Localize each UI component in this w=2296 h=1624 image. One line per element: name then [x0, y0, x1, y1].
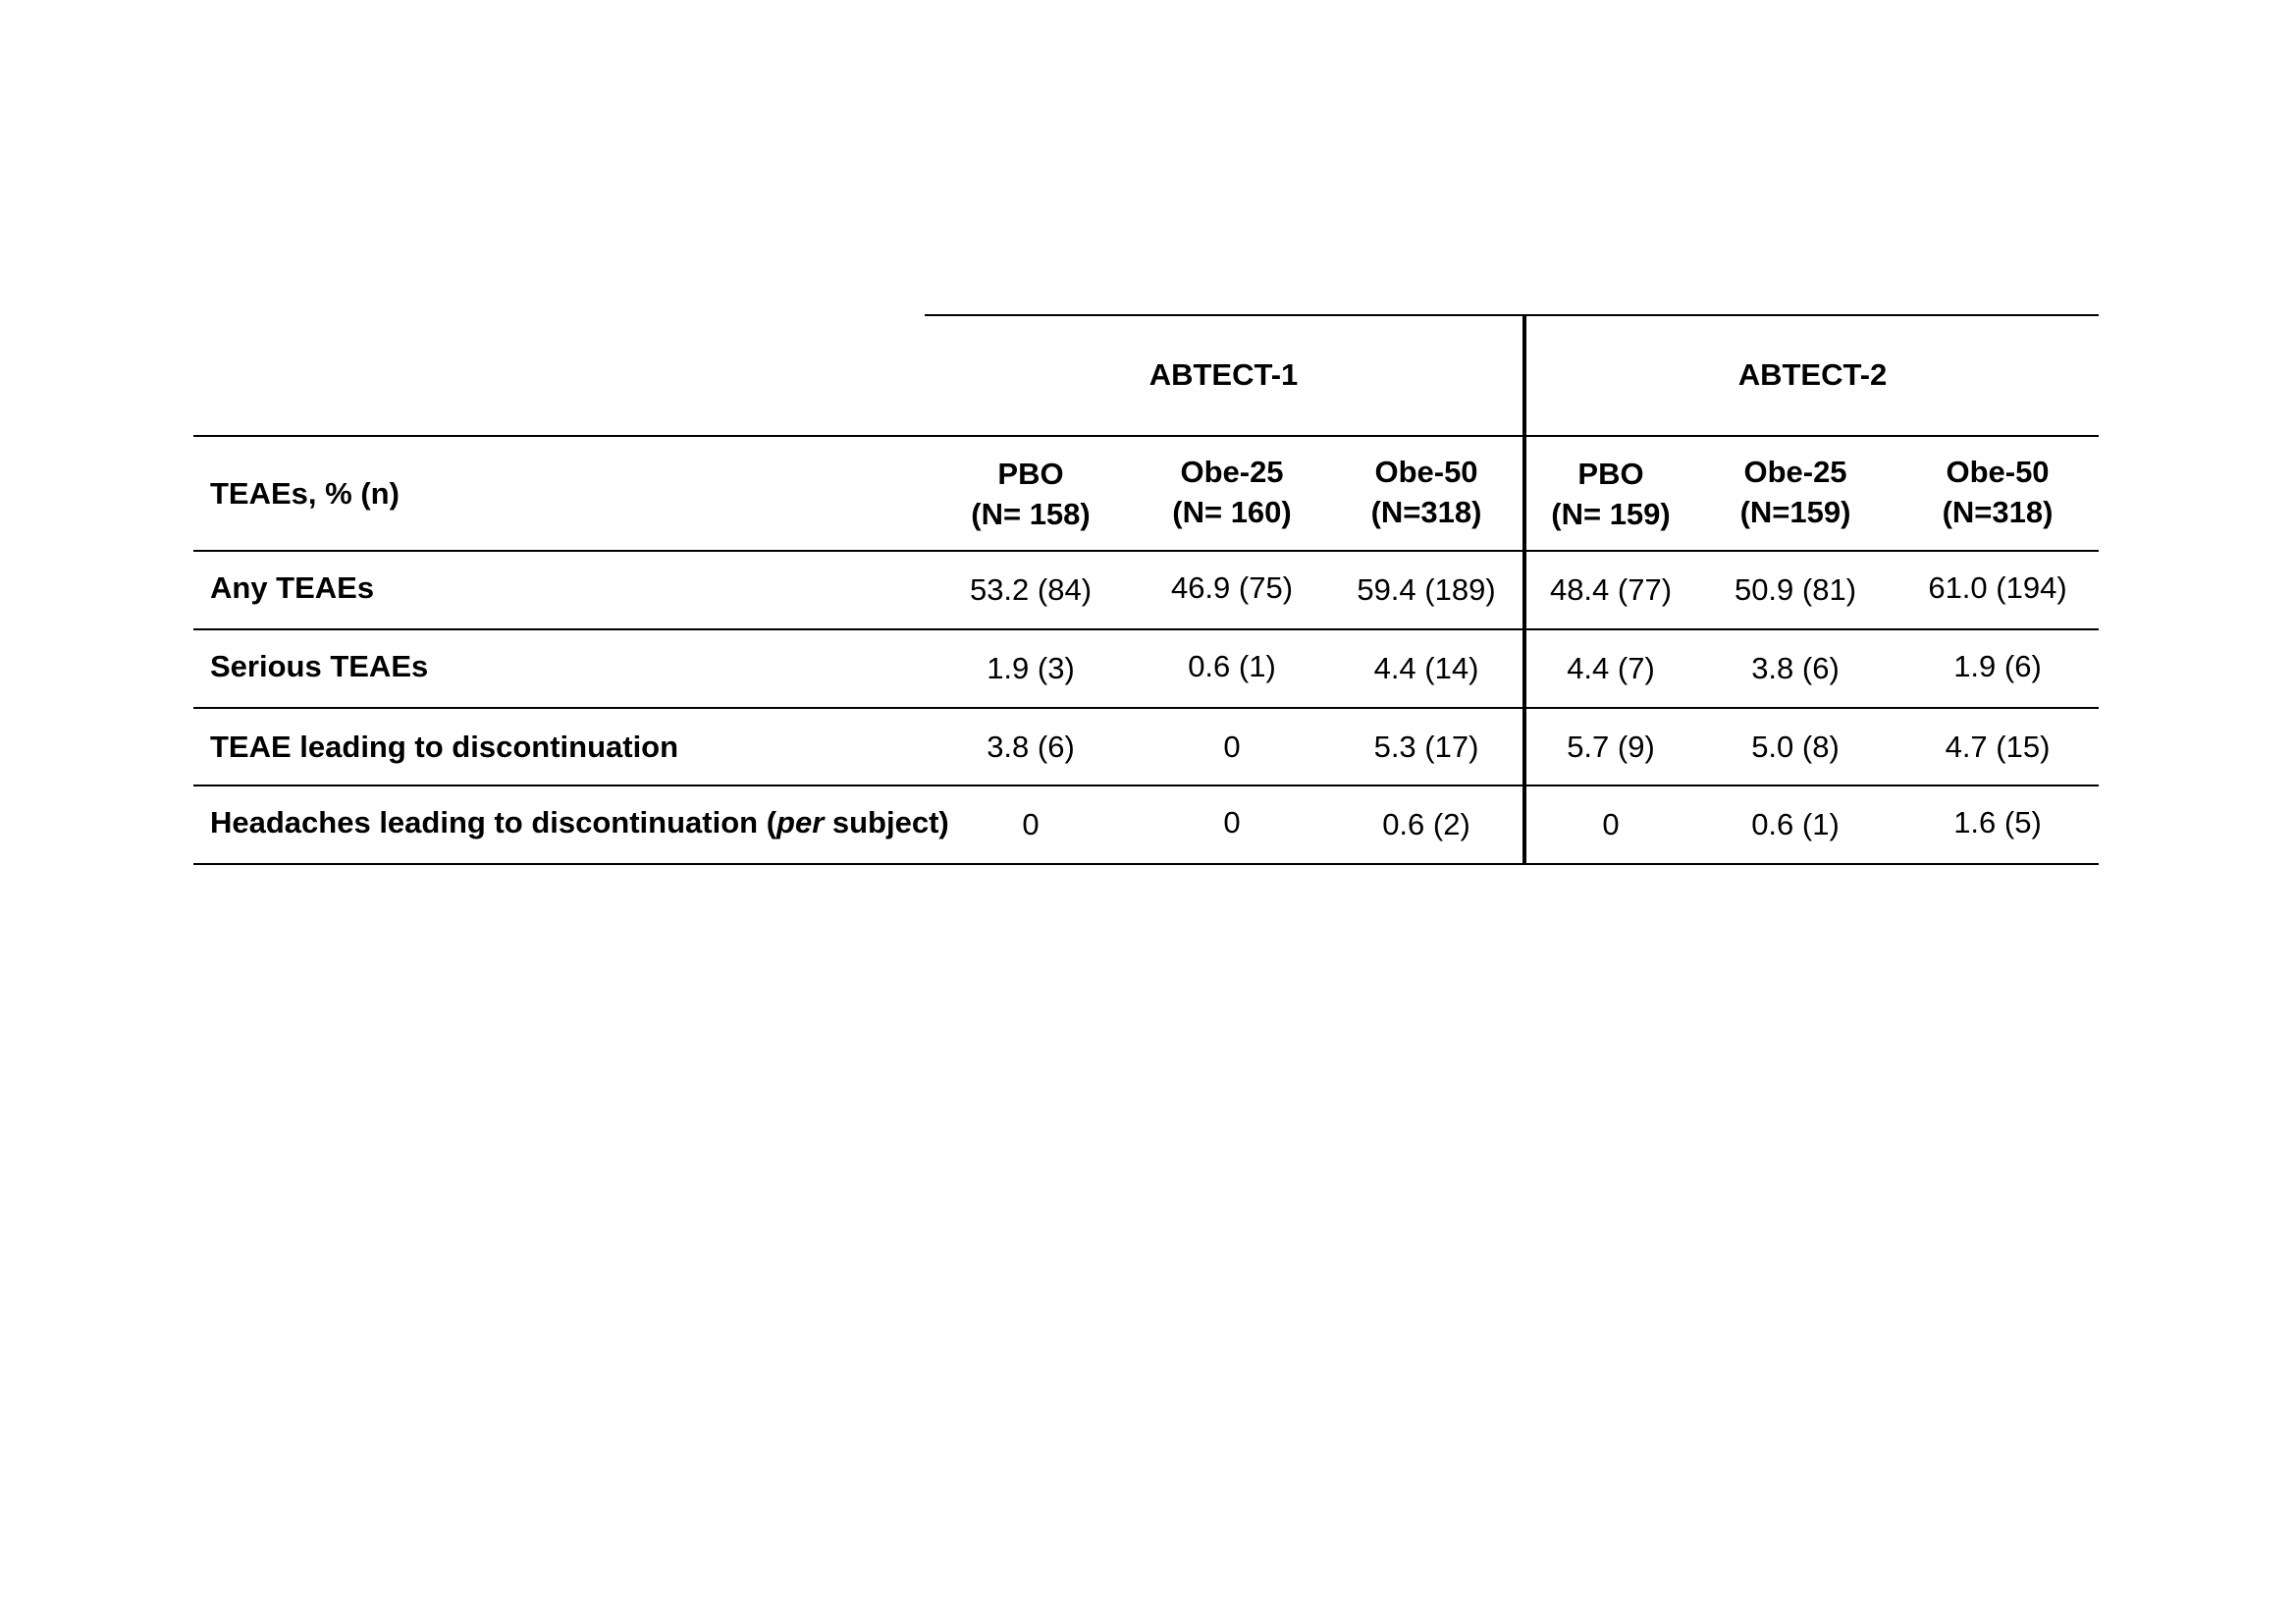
row-header-label: TEAEs, % (n) — [210, 475, 400, 511]
table-cell: 5.7 (9) — [1567, 729, 1655, 764]
row-label-any-teaes: Any TEAEs — [210, 570, 375, 605]
bottom-rule — [193, 863, 2099, 865]
table-cell: 0 — [1223, 729, 1241, 764]
table-cell: 4.7 (15) — [1945, 729, 2051, 764]
table-cell: 0 — [1602, 807, 1620, 841]
table-cell: 0.6 (2) — [1382, 807, 1470, 841]
table-cell: 0.6 (1) — [1751, 807, 1840, 841]
table-cell: 46.9 (75) — [1170, 570, 1294, 605]
table-cell: 53.2 (84) — [969, 572, 1093, 607]
table-cell: 0.6 (1) — [1188, 649, 1276, 683]
table-cell: 0 — [1022, 807, 1040, 841]
table-cell: 0 — [1223, 805, 1241, 839]
table-cell: 3.8 (6) — [1751, 651, 1840, 685]
row-label-headaches-discontinuation: Headaches leading to discontinuation (per subject) — [210, 804, 949, 839]
group-header-abtect-1: ABTECT-1 — [1148, 356, 1299, 392]
adverse-events-table: ABTECT-1 ABTECT-2 TEAEs, % (n) PBO (N= 158) Obe-25 (N= 160) Obe-50 (N=318) PBO (N= 159) Obe-25 (N=159) Obe-50 (N=318) Any TEAEs 53.2 (84) 46.9 (75) 59.4 (189) 48.4 (77) 50.9 (81) 61.0 (194) Serious TEAEs 1.9 (3) 0.6 (1) 4.4 (14) 4.4 (7) 3.8 (6) 1.9 (6) TEAE leading to discontinuation 3.8 (6) 0 5.3 (17) 5.7 (9) 5.0 (8) 4.7 (15) Headaches leading to discontinuation (per subject) 0 0 0.6 (2) 0 0.6 (1) 1.6 (5) — [193, 314, 2099, 866]
table-cell: 4.4 (14) — [1373, 651, 1479, 685]
row-label-teae-discontinuation: TEAE leading to discontinuation — [210, 729, 679, 764]
table-cell: 5.0 (8) — [1751, 729, 1840, 764]
table-cell: 4.4 (7) — [1567, 651, 1655, 685]
table-cell: 1.9 (6) — [1953, 649, 2042, 683]
table-cell: 1.6 (5) — [1953, 805, 2042, 839]
table-cell: 3.8 (6) — [987, 729, 1075, 764]
group-header-abtect-2: ABTECT-2 — [1737, 356, 1888, 392]
table-cell: 61.0 (194) — [1928, 570, 2067, 605]
table-cell: 1.9 (3) — [987, 651, 1075, 685]
table-cell: 5.3 (17) — [1373, 729, 1479, 764]
row-label-serious-teaes: Serious TEAEs — [210, 649, 429, 683]
table-cell: 50.9 (81) — [1734, 572, 1857, 607]
table-cell: 48.4 (77) — [1549, 572, 1673, 607]
table-cell: 59.4 (189) — [1357, 572, 1496, 607]
